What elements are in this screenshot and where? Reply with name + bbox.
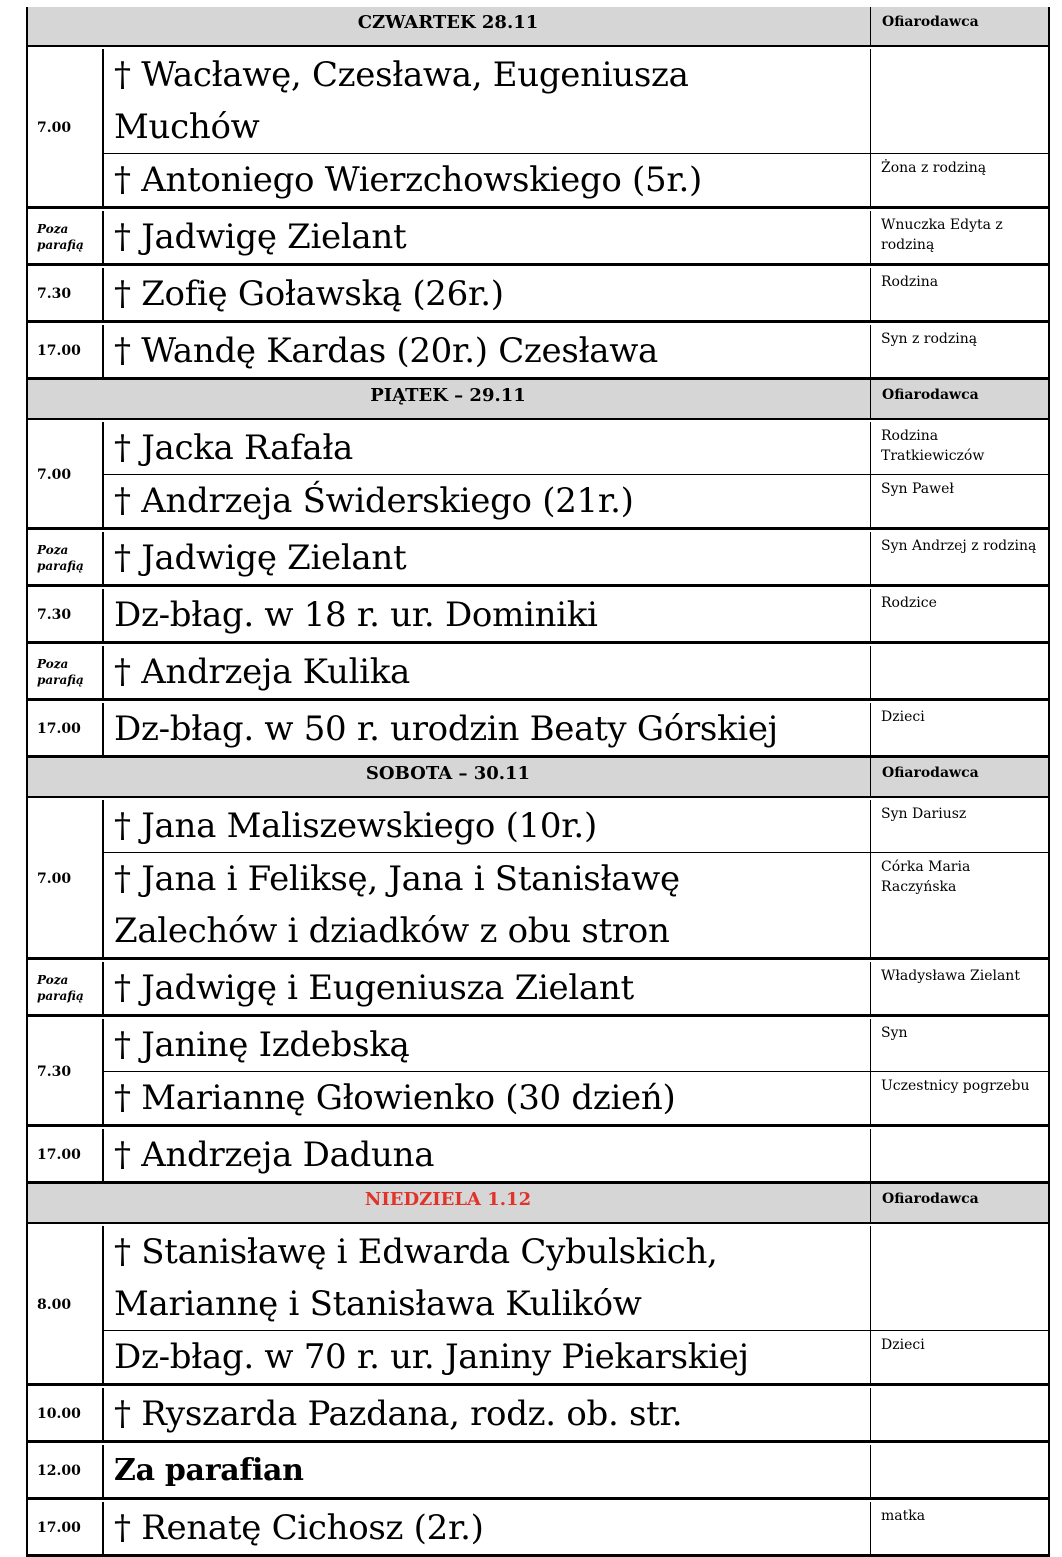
intention-text: † Janinę Izdebską [114,1025,410,1065]
donor-name [870,49,1050,153]
table-rule [870,589,871,641]
donor-name: Żona z rodziną [881,160,987,176]
table-rule [26,1497,1050,1500]
table-rule [102,1129,104,1181]
intention-text: † Mariannę Głowienko (30 dzień) [114,1078,676,1118]
intention-text: † Stanisławę i Edwarda Cybulskich, Mariannę i Stanisława Kulików [114,1232,718,1324]
donor-name: Władysława Zielant [881,968,1020,984]
table-rule [102,589,104,641]
intention-text: † Andrzeja Świderskiego (21r.) [114,481,634,521]
mass-time: Poza parafią [37,657,84,687]
table-rule [102,1388,104,1440]
table-rule [26,206,1050,209]
intention-text: † Jadwigę Zielant [114,217,407,257]
donor-name [870,1445,1050,1497]
donor-name: Dzieci [881,709,925,725]
donor-name: Córka Maria Raczyńska [881,859,971,895]
intention-text: † Ryszarda Pazdana, rodz. ob. str. [114,1394,683,1434]
donor-name [870,1129,1050,1181]
table-rule [26,957,1050,960]
table-rule [26,1440,1050,1443]
table-rule [870,49,871,206]
table-rule [870,1388,871,1440]
intention-text: † Antoniego Wierzchowskiego (5r.) [114,160,703,200]
intention-text: † Zofię Goławską (26r.) [114,274,504,314]
intention-text: † Jana i Feliksę, Jana i Stanisławę Zalechów i dziadków z obu stron [114,859,680,951]
table-rule [870,268,871,320]
mass-time: 12.00 [37,1463,81,1479]
donor-name: Syn Andrzej z rodziną [881,538,1037,554]
mass-time: 17.00 [37,1520,81,1536]
mass-time: 7.30 [37,286,72,302]
table-rule [102,1019,104,1124]
mass-time: 10.00 [37,1406,81,1422]
day-title: PIĄTEK – 29.11 [370,385,526,406]
mass-time: 7.00 [37,119,72,136]
table-rule [870,211,871,263]
intention-text: † Wacławę, Czesława, Eugeniusza Muchów [114,55,689,147]
table-rule [870,1129,871,1181]
mass-time: 8.00 [37,1296,72,1313]
table-rule [870,7,871,45]
table-rule [870,962,871,1014]
table-rule [870,1019,871,1124]
intention-text: † Jadwigę i Eugeniusza Zielant [114,968,634,1008]
donor-name: Wnuczka Edyta z rodziną [881,217,1003,253]
table-rule [870,1184,871,1222]
donor-column-header: Ofiarodawca [882,1191,979,1207]
table-rule [102,268,104,320]
mass-time: 7.30 [37,607,72,623]
donor-name [870,646,1050,698]
table-rule [26,584,1050,587]
table-rule [26,1014,1050,1017]
day-title: NIEDZIELA 1.12 [364,1189,532,1210]
table-rule [870,1502,871,1554]
intention-text: † Renatę Cichosz (2r.) [114,1508,484,1548]
table-rule [102,1445,104,1497]
table-rule [102,1226,104,1383]
table-rule [870,703,871,755]
donor-name: Rodzina [881,274,939,290]
table-rule [870,758,871,796]
donor-name: Syn Paweł [881,481,954,497]
donor-name [870,1388,1050,1440]
table-rule [870,1445,871,1497]
mass-time: 17.00 [37,1147,81,1163]
donor-name: Syn z rodziną [881,331,978,347]
table-rule [102,646,104,698]
table-rule [102,800,104,957]
table-rule [870,380,871,418]
donor-column-header: Ofiarodawca [882,14,979,30]
table-rule [870,1226,871,1383]
intention-text: † Andrzeja Daduna [114,1135,435,1175]
table-rule [870,422,871,527]
table-rule [26,45,1050,47]
donor-name: Syn Dariusz [881,806,967,822]
table-rule [102,49,104,206]
donor-name: Syn [881,1025,908,1041]
intention-text: † Jacka Rafała [114,428,354,468]
mass-schedule-table [26,7,1050,1557]
intention-text: Za parafian [114,1453,304,1488]
intention-text: † Andrzeja Kulika [114,652,411,692]
table-rule [102,211,104,263]
table-rule [26,263,1050,266]
table-rule [26,320,1050,323]
intention-text: Dz-błag. w 18 r. ur. Dominiki [114,595,598,635]
donor-name [870,1226,1050,1330]
table-rule [26,527,1050,530]
donor-name: Rodzina Tratkiewiczów [881,428,985,464]
table-rule [1048,7,1050,1557]
table-rule [102,325,104,377]
donor-name: Rodzice [881,595,937,611]
donor-column-header: Ofiarodawca [882,765,979,781]
mass-time: 7.00 [37,870,72,887]
table-rule [102,422,104,527]
intention-text: † Jadwigę Zielant [114,538,407,578]
donor-name: Uczestnicy pogrzebu [881,1078,1030,1094]
day-title: SOBOTA – 30.11 [365,763,531,784]
table-rule [870,532,871,584]
day-title: CZWARTEK 28.11 [357,12,539,33]
table-rule [102,962,104,1014]
table-rule [26,1222,1050,1224]
table-rule [26,698,1050,701]
intention-text: Dz-błag. w 50 r. urodzin Beaty Górskiej [114,709,778,749]
table-rule [26,641,1050,644]
donor-name: matka [881,1508,926,1524]
mass-time: 7.00 [37,466,72,483]
table-rule [102,703,104,755]
table-rule [26,1383,1050,1386]
table-rule [870,646,871,698]
intention-text: † Wandę Kardas (20r.) Czesława [114,331,658,371]
mass-time: Poza parafią [37,222,84,252]
table-rule [26,418,1050,420]
table-rule [870,800,871,957]
intention-text: Dz-błag. w 70 r. ur. Janiny Piekarskiej [114,1337,749,1377]
mass-time: 7.30 [37,1063,72,1080]
table-rule [26,7,28,1557]
mass-time: Poza parafią [37,973,84,1003]
donor-name: Dzieci [881,1337,925,1353]
table-rule [102,1502,104,1554]
mass-time: 17.00 [37,343,81,359]
donor-column-header: Ofiarodawca [882,387,979,403]
table-rule [26,796,1050,798]
mass-time: 17.00 [37,721,81,737]
table-rule [102,532,104,584]
table-rule [870,325,871,377]
intention-text: † Jana Maliszewskiego (10r.) [114,806,597,846]
table-rule [26,1124,1050,1127]
mass-time: Poza parafią [37,543,84,573]
